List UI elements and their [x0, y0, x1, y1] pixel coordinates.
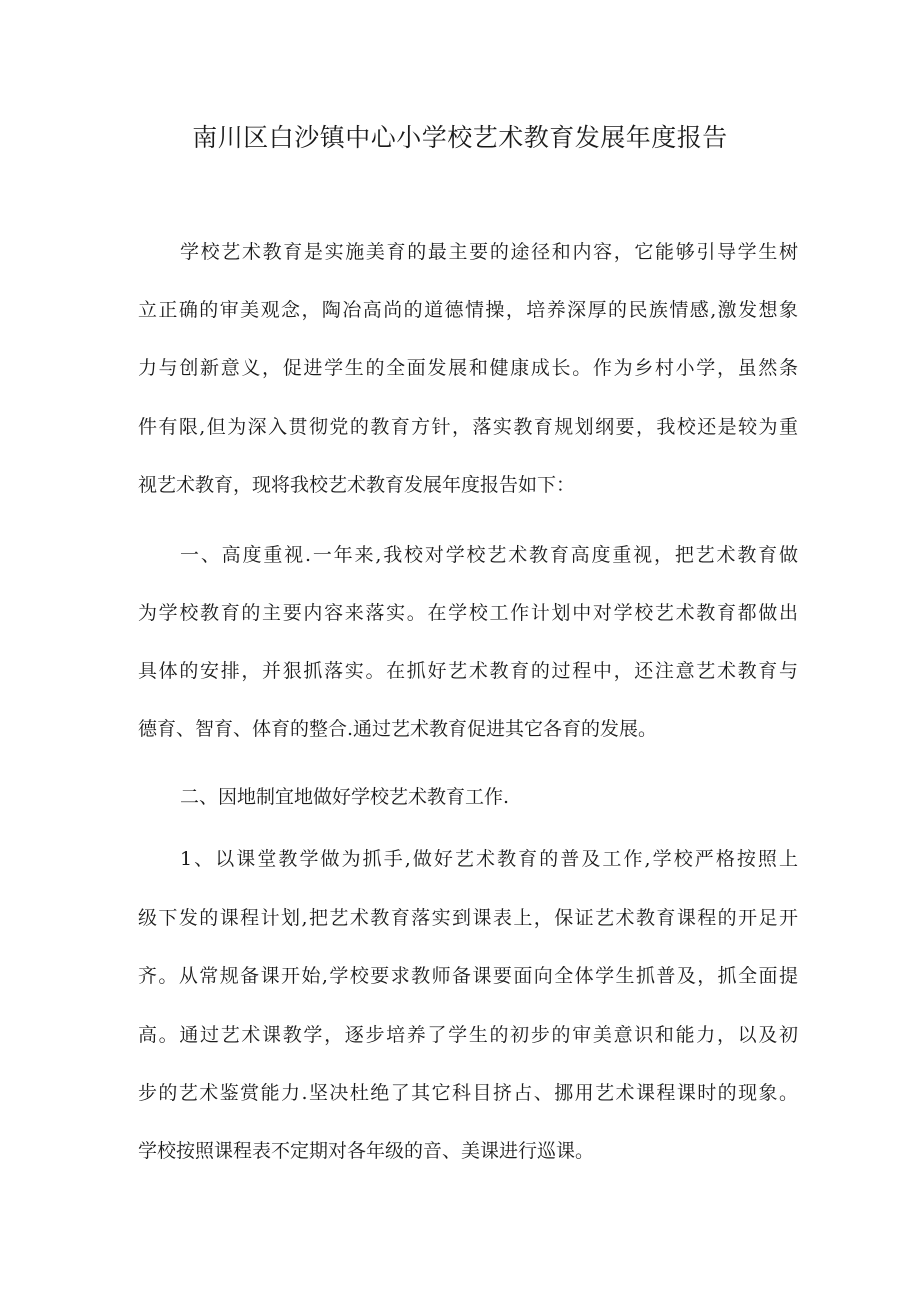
paragraph-line: 立正确的审美观念，陶冶高尚的道德情操，培养深厚的民族情感,激发想象 [138, 299, 798, 321]
paragraph-line: 齐。从常规备课开始,学校要求教师备课要面向全体学生抓普及，抓全面提 [138, 965, 798, 987]
section-heading: 二、因地制宜地做好学校艺术教育工作. [180, 786, 510, 808]
paragraph-line: 件有限,但为深入贯彻党的教育方针，落实教育规划纲要，我校还是较为重 [138, 416, 798, 438]
paragraph-line: 力与创新意义，促进学生的全面发展和健康成长。作为乡村小学，虽然条 [138, 357, 798, 379]
paragraph-line: 1、以课堂教学做为抓手,做好艺术教育的普及工作,学校严格按照上 [180, 848, 798, 870]
paragraph-line: 为学校教育的主要内容来落实。在学校工作计划中对学校艺术教育都做出 [138, 602, 798, 624]
paragraph-line: 具体的安排，并狠抓落实。在抓好艺术教育的过程中，还注意艺术教育与 [138, 660, 798, 682]
paragraph-line: 级下发的课程计划,把艺术教育落实到课表上，保证艺术教育课程的开足开 [138, 907, 798, 929]
paragraph-line: 学校艺术教育是实施美育的最主要的途径和内容，它能够引导学生树 [180, 241, 798, 263]
paragraph-line: 德育、智育、体育的整合.通过艺术教育促进其它各育的发展。 [138, 718, 658, 740]
paragraph-line: 一、高度重视.一年来,我校对学校艺术教育高度重视，把艺术教育做 [180, 544, 798, 566]
paragraph-line: 学校按照课程表不定期对各年级的音、美课进行巡课。 [138, 1140, 595, 1162]
paragraph-line: 步的艺术鉴赏能力.坚决杜绝了其它科目挤占、挪用艺术课程课时的现象。 [138, 1082, 798, 1104]
paragraph-line: 高。通过艺术课教学，逐步培养了学生的初步的审美意识和能力，以及初 [138, 1024, 798, 1046]
document-title: 南川区白沙镇中心小学校艺术教育发展年度报告 [192, 123, 728, 152]
paragraph-line: 视艺术教育，现将我校艺术教育发展年度报告如下： [138, 474, 576, 496]
